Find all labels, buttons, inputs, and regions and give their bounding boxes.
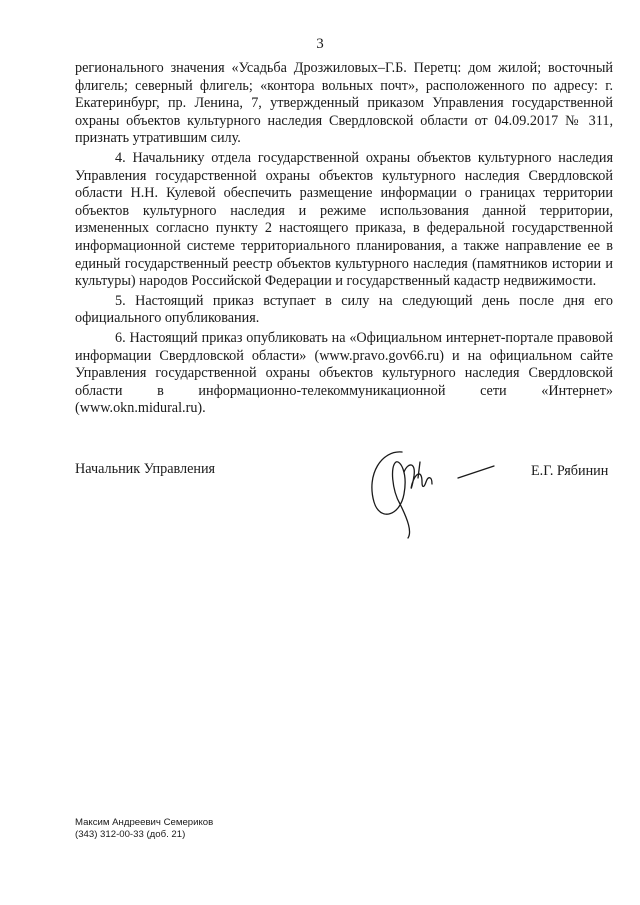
executor-name: Максим Андреевич Семериков — [75, 817, 214, 828]
signatory-name: Е.Г. Рябинин — [531, 463, 609, 479]
paragraph-continuation: регионального значения «Усадьба Дрозжиловых–Г.Б. Перетц: дом жилой; восточный флигель; северный флигель; «контора вольных почт», расположенного по адресу: г. Екатеринбург, пр. Ленина, 7, утвержденный приказом Управления государственной охраны объектов культурного наследия Свердловской области от 04.09.2017 № 311, признать утратившим силу. — [75, 60, 613, 147]
executor-phone: (343) 312-00-33 (доб. 21) — [75, 829, 186, 840]
page-number: 3 — [316, 36, 324, 52]
paragraph-item-6: 6. Настоящий приказ опубликовать на «Официальном интернет-портале правовой информации Свердловской области» (www.pravo.gov66.ru) и на официальном сайте Управления государственной охраны объектов культурного наследия Свердловской области в информационно-телекоммуникационной сети «Интернет» (www.okn.midural.ru). — [75, 329, 613, 417]
paragraph-item-4: 4. Начальнику отдела государственной охраны объектов культурного наследия Управления государственной охраны объектов культурного наследия Свердловской области Н.Н. Кулевой обеспечить размещение информации о границах территории объектов культурного наследия и режиме использования данной территории, измененных согласно пункту 2 настоящего приказа, в федеральной государственной информационной системе территориального планирования, а также направление ее в единый государственный реестр объектов культурного наследия (памятников истории и культуры) народов Российской Федерации и государственный кадастр недвижимости. — [75, 149, 613, 290]
handwritten-signature — [360, 432, 500, 542]
executor-footer — [75, 817, 213, 841]
signatory-position: Начальник Управления — [75, 461, 216, 477]
paragraph-item-5: 5. Настоящий приказ вступает в силу на следующий день после дня его официального опубликования. — [75, 292, 613, 327]
document-body — [75, 60, 613, 420]
